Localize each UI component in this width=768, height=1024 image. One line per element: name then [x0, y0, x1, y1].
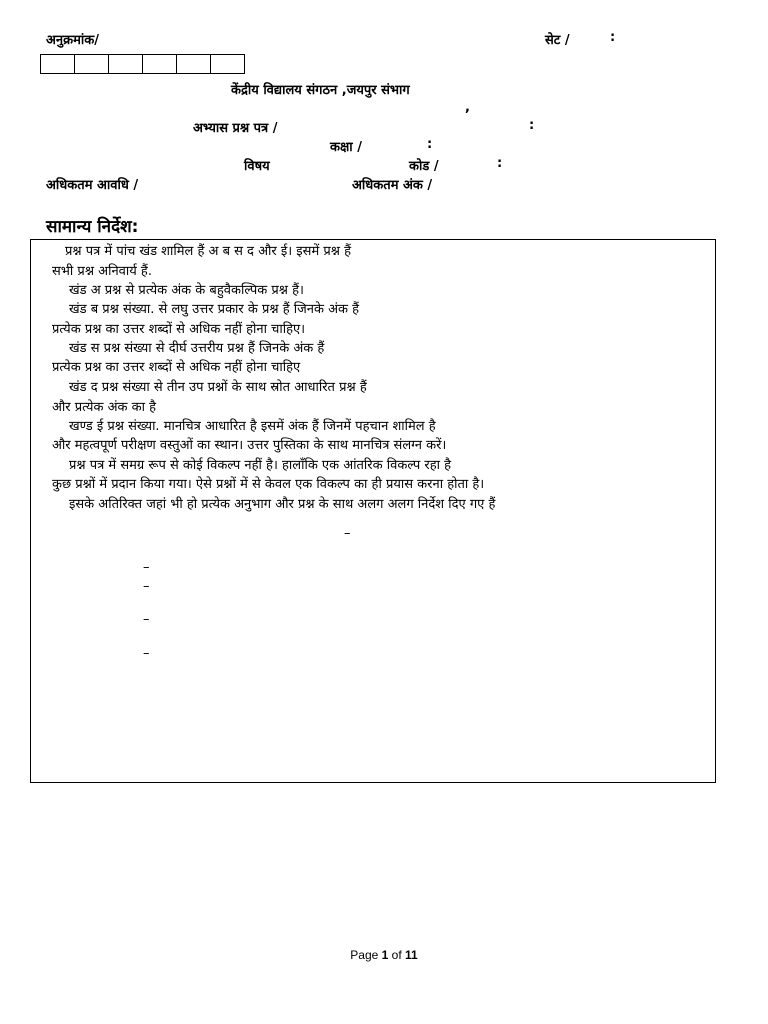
instruction-line: इसके अतिरिक्त जहां भी हो प्रत्येक अनुभाग और प्रश्न के साथ अलग अलग निर्देश दिए गए हैं: [69, 497, 496, 512]
set-label: सेट /: [545, 33, 570, 48]
roll-box[interactable]: [108, 54, 143, 74]
max-time-label: अधिकतम आवधि /: [46, 178, 139, 193]
set-colon: :: [610, 30, 616, 45]
roll-box[interactable]: [40, 54, 75, 74]
dash-mark: –: [143, 560, 150, 575]
instruction-line: सभी प्रश्न अनिवार्य हैं.: [52, 264, 152, 279]
instructions-heading: सामान्य निर्देश:: [46, 217, 139, 237]
title-comma: ,: [465, 100, 470, 115]
instructions-box: [30, 239, 716, 783]
instruction-line: और प्रत्येक अंक का है: [52, 400, 157, 415]
total-pages: 11: [405, 948, 418, 962]
dash-mark: –: [143, 612, 150, 627]
organization-title: केंद्रीय विद्यालय संगठन ,जयपुर संभाग: [231, 83, 410, 98]
dash-mark: –: [143, 646, 150, 661]
page-word: Page: [350, 948, 379, 962]
instruction-line: प्रत्येक प्रश्न का उत्तर शब्दों से अधिक नहीं होना चाहिए।: [52, 322, 306, 337]
of-word: of: [391, 948, 402, 962]
instruction-line: खण्ड ई प्रश्न संख्या. मानचित्र आधारित है इसमें अंक हैं जिनमें पहचान शामिल है: [69, 419, 436, 434]
subject-label: विषय: [244, 159, 270, 174]
dash-mark: –: [143, 579, 150, 594]
instruction-line: खंड ब प्रश्न संख्या. से लघु उत्तर प्रकार के प्रश्न हैं जिनके अंक हैं: [69, 302, 360, 317]
instruction-line: खंड अ प्रश्न से प्रत्येक अंक के बहुवैकल्पिक प्रश्न हैं।: [69, 283, 304, 298]
paper-colon: :: [529, 118, 535, 133]
code-colon: :: [497, 156, 503, 171]
class-label: कक्षा /: [330, 140, 362, 155]
current-page: 1: [381, 948, 389, 962]
paper-label: अभ्यास प्रश्न पत्र /: [193, 121, 278, 136]
instruction-line: खंड द प्रश्न संख्या से तीन उप प्रश्नों के साथ स्रोत आधारित प्रश्न हैं: [69, 380, 367, 395]
roll-box[interactable]: [142, 54, 177, 74]
instruction-line: और महत्वपूर्ण परीक्षण वस्तुओं का स्थान। उत्तर पुस्तिका के साथ मानचित्र संलग्न करें।: [52, 438, 447, 453]
roll-box[interactable]: [210, 54, 245, 74]
page-footer: [0, 948, 768, 962]
class-colon: :: [427, 137, 433, 152]
instruction-line: खंड स प्रश्न संख्या से दीर्घ उत्तरीय प्रश्न हैं जिनके अंक हैं: [69, 341, 325, 356]
dash-mark: –: [344, 526, 351, 541]
code-label: कोड /: [409, 159, 439, 174]
roll-number-label: अनुक्रमांक/: [46, 33, 100, 48]
instruction-line: कुछ प्रश्नों में प्रदान किया गया। ऐसे प्रश्नों में से केवल एक विकल्प का ही प्रयास करना होता है।: [52, 477, 485, 492]
roll-number-boxes[interactable]: [40, 54, 245, 74]
instruction-line: प्रश्न पत्र में पांच खंड शामिल हैं अ ब स द और ई। इसमें प्रश्न हैं: [65, 244, 351, 259]
roll-box[interactable]: [176, 54, 211, 74]
instruction-line: प्रत्येक प्रश्न का उत्तर शब्दों से अधिक नहीं होना चाहिए: [52, 360, 301, 375]
instruction-line: प्रश्न पत्र में समग्र रूप से कोई विकल्प नहीं है। हालाँकि एक आंतरिक विकल्प रहा है: [69, 458, 452, 473]
max-marks-label: अधिकतम अंक /: [352, 178, 433, 193]
roll-box[interactable]: [74, 54, 109, 74]
